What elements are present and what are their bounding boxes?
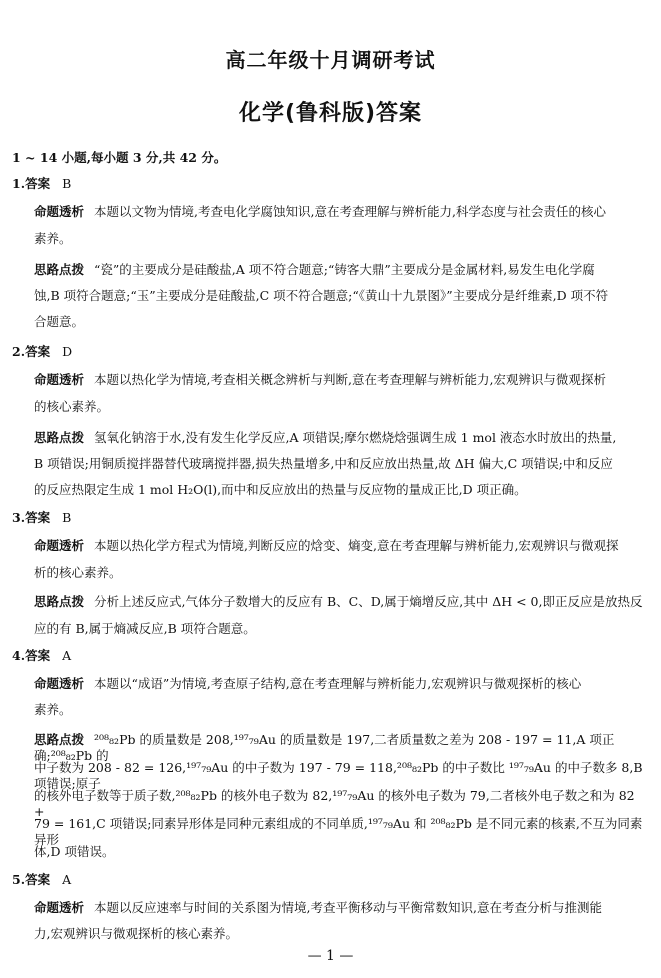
- question-1-hint-cont-2: 合题意。: [34, 314, 85, 329]
- answer-value: A: [62, 648, 72, 663]
- answer-value: B: [62, 176, 72, 191]
- answer-label: 答案: [25, 344, 51, 359]
- question-5-header: [12, 872, 71, 888]
- question-5-analysis: 命题透析 本题以反应速率与时间的关系图为情境,考查平衡移动与平衡常数知识,意在考查分析与推测能: [34, 900, 602, 915]
- analysis-label: 命题透析: [34, 900, 85, 915]
- answer-value: B: [62, 510, 72, 525]
- question-number: 2.: [12, 344, 26, 359]
- question-1-analysis: 命题透析 本题以文物为情境,考查电化学腐蚀知识,意在考查理解与辨析能力,科学态度与社会责任的核心: [34, 204, 606, 219]
- hint-label: 思路点拨: [34, 430, 85, 445]
- question-4-analysis-cont: 素养。: [34, 702, 72, 717]
- question-2-header: [12, 344, 72, 360]
- question-number: 1.: [12, 176, 26, 191]
- hint-label: 思路点拨: [34, 262, 85, 277]
- question-3-analysis: 命题透析 本题以热化学方程式为情境,判断反应的焓变、熵变,意在考查理解与辨析能力,宏观辨识与微观探: [34, 538, 619, 553]
- question-2-analysis: 命题透析 本题以热化学为情境,考查相关概念辨析与判断,意在考查理解与辨析能力,宏观辨识与微观探析: [34, 372, 606, 387]
- question-4-hint: 思路点拨 ²⁰⁸₈₂Pb 的质量数是 208,¹⁹⁷₇₉Au 的质量数是 197,二者质量数之差为 208 - 197 = 11,A 项正确;²⁰⁸₈₂Pb 的: [34, 732, 615, 763]
- question-number: 5.: [12, 872, 26, 887]
- intro-text: 1 ~ 14 小题,每小题 3 分,共 42 分。: [12, 150, 227, 165]
- question-3-analysis-cont: 析的核心素养。: [34, 565, 122, 580]
- question-5-analysis-cont: 力,宏观辨识与微观探析的核心素养。: [34, 926, 238, 941]
- hint-label: 思路点拨: [34, 594, 85, 609]
- question-number: 4.: [12, 648, 26, 663]
- answer-label: 答案: [25, 510, 51, 525]
- answer-label: 答案: [25, 648, 51, 663]
- question-1-hint: 思路点拨 “瓷”的主要成分是硅酸盐,A 项不符合题意;“铸客大鼎”主要成分是金属材料,易发生电化学腐: [34, 262, 595, 277]
- question-4-hint-cont-3: 79 = 161,C 项错误;同素异形体是同种元素组成的不同单质,¹⁹⁷₇₉Au 和 ²⁰⁸₈₂Pb 是不同元素的核素,不互为同素异形: [34, 816, 643, 847]
- page-subtitle: 化学(鲁科版)答案: [238, 101, 423, 126]
- page-number: — 1 —: [307, 948, 354, 964]
- answer-label: 答案: [25, 176, 51, 191]
- question-2-hint-cont-2: 的反应热限定生成 1 mol H₂O(l),而中和反应放出的热量与反应物的量成正比,D 项正确。: [34, 482, 527, 497]
- question-3-header: [12, 510, 71, 526]
- question-1-hint-cont-1: 蚀,B 项符合题意;“玉”主要成分是硅酸盐,C 项不符合题意;“《黄山十九景图》”主要成分是纤维素,D 项不符: [34, 288, 609, 303]
- answer-value: D: [62, 344, 73, 359]
- question-3-hint: 思路点拨 分析上述反应式,气体分子数增大的反应有 B、C、D,属于熵增反应,其中 ΔH < 0,即正反应是放热反: [34, 594, 643, 609]
- question-1-header: [12, 176, 71, 192]
- question-4-header: [12, 648, 71, 664]
- question-number: 3.: [12, 510, 26, 525]
- analysis-label: 命题透析: [34, 676, 85, 691]
- page-title: 高二年级十月调研考试: [225, 48, 436, 72]
- answer-value: A: [62, 872, 72, 887]
- question-2-analysis-cont: 的核心素养。: [34, 399, 110, 414]
- analysis-label: 命题透析: [34, 538, 85, 553]
- question-1-analysis-cont: 素养。: [34, 231, 72, 246]
- question-2-hint-cont-1: B 项错误;用铜质搅拌器替代玻璃搅拌器,损失热量增多,中和反应放出热量,故 ΔH 偏大,C 项错误;中和反应: [34, 456, 613, 471]
- analysis-label: 命题透析: [34, 372, 85, 387]
- hint-label: 思路点拨: [34, 732, 85, 747]
- question-4-hint-cont-2: 的核外电子数等于质子数,²⁰⁸₈₂Pb 的核外电子数为 82,¹⁹⁷₇₉Au 的核外电子数为 79,二者核外电子数之和为 82 +: [34, 788, 635, 819]
- question-3-hint-cont-1: 应的有 B,属于熵减反应,B 项符合题意。: [34, 621, 256, 636]
- analysis-label: 命题透析: [34, 204, 85, 219]
- question-4-hint-cont-1: 中子数为 208 - 82 = 126,¹⁹⁷₇₉Au 的中子数为 197 - 79 = 118,²⁰⁸₈₂Pb 的中子数比 ¹⁹⁷₇₉Au 的中子数多 8,B 项错误;原子: [34, 760, 643, 791]
- question-4-analysis: 命题透析 本题以“成语”为情境,考查原子结构,意在考查理解与辨析能力,宏观辨识与微观探析的核心: [34, 676, 582, 691]
- answer-label: 答案: [25, 872, 51, 887]
- question-4-hint-cont-4: 体,D 项错误。: [34, 844, 115, 859]
- question-2-hint: 思路点拨 氢氧化钠溶于水,没有发生化学反应,A 项错误;摩尔燃烧焓强调生成 1 mol 液态水时放出的热量,: [34, 430, 617, 445]
